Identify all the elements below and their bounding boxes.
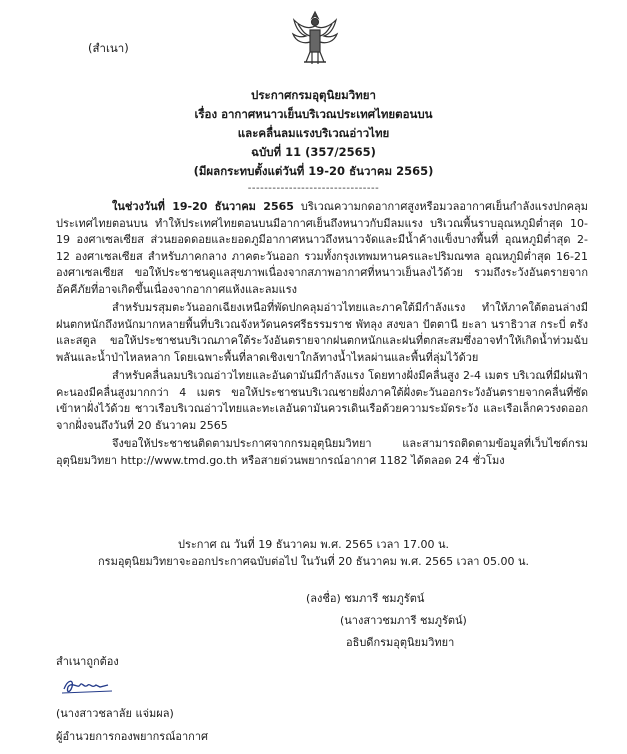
certifier-position: ผู้อำนวยการกองพยากรณ์อากาศ (56, 730, 209, 743)
handwritten-signature-icon (60, 675, 120, 697)
paragraph-lead: ในช่วงวันที่ 19-20 ธันวาคม 2565 (112, 200, 294, 213)
certifier-name: (นางสาวชลาลัย แจ่มผล) (56, 707, 174, 720)
announcement-header (0, 86, 627, 181)
certified-copy-label: สำเนาถูกต้อง (56, 655, 119, 668)
announce-datetime (0, 536, 627, 570)
garuda-emblem-icon (290, 8, 340, 68)
signer-position: อธิบดีกรมอุตุนิยมวิทยา (346, 636, 455, 649)
signed-by: (ลงชื่อ) ชมภารี ชมภูรัตน์ (306, 592, 425, 605)
subject-line-1: เรื่อง อากาศหนาวเย็นบริเวณประเทศไทยตอนบน (194, 107, 433, 121)
paragraph-cold-weather (56, 199, 588, 298)
announcement-title: ประกาศกรมอุตุนิยมวิทยา (251, 88, 376, 102)
subject-line-2: และคลื่นลมแรงบริเวณอ่าวไทย (237, 126, 390, 140)
paragraph-waves: สำหรับคลื่นลมบริเวณอ่าวไทยและอันดามันมีกำลังแรง โดยทางฝั่งมีคลื่นสูง 2-4 เมตร บริเวณที่มีฝนฟ้าคะนองมีคลื่นสูงมากกว่า 4 เมตร ขอให้ประชาชนบริเวณชายฝั่งภาคใต้ฝั่งตะวันออกระวังอันตรายจากคลื่นที่ซัดเข้าหาฝั่งไว้ด้วย ชาวเรือบริเวณอ่าวไทยและทะเลอันดามันควรเดินเรือด้วยความระมัดระวัง และเรือเล็กควรงดออกจากฝั่งจนถึงวันที่ 20 ธันวาคม 2565 (56, 369, 588, 432)
paragraph-monsoon: สำหรับมรสุมตะวันออกเฉียงเหนือที่พัดปกคลุมอ่าวไทยและภาคใต้มีกำลังแรง ทำให้ภาคใต้ตอนล่างมีฝนตกหนักถึงหนักมากหลายพื้นที่บริเวณจังหวัดนครศรีธรรมราช พัทลุง สงขลา ปัตตานี ยะลา นราธิวาส กระบี่ ตรัง และสตูล ขอให้ประชาชนบริเวณภาคใต้ระวังอันตรายจากฝนตกหนักและฝนที่ตกสะสมซึ่งอาจทำให้เกิดน้ำท่วมฉับพลันและน้ำป่าไหลหลาก โดยเฉพาะพื้นที่ลาดเชิงเขาใกล้ทางน้ำไหลผ่านและพื้นที่ลุ่มไว้ด้วย (56, 301, 588, 364)
announce-date-line: ประกาศ ณ วันที่ 19 ธันวาคม พ.ศ. 2565 เวลา 17.00 น. (177, 538, 449, 551)
effective-date: (มีผลกระทบตั้งแต่วันที่ 19-20 ธันวาคม 2565) (193, 164, 434, 178)
announcement-body (56, 199, 588, 471)
copy-mark: (สำเนา) (88, 41, 129, 55)
paragraph-text: บริเวณความกดอากาศสูงหรือมวลอากาศเย็นกำลังแรงปกคลุมประเทศไทยตอนบน ทำให้ประเทศไทยตอนบนมีอากาศเย็นถึงหนาวกับมีลมแรง บริเวณพื้นราบอุณหภูมิต่ำสุด 10-19 องศาเซลเซียส ส่วนยอดดอยและยอดภูมีอากาศหนาวถึงหนาวจัดและมีน้ำค้างแข็งบางพื้นที่ อุณหภูมิต่ำสุด 2-12 องศาเซลเซียส สำหรับภาคกลาง ภาคตะวันออก รวมทั้งกรุงเทพมหานครและปริมณฑล อุณหภูมิต่ำสุด 16-21 องศาเซลเซียส ขอให้ประชาชนดูแลสุขภาพเนื่องจากสภาพอากาศที่หนาวเย็นลงไว้ด้วย รวมถึงระวังอันตรายจากอัคคีภัยที่อาจเกิดขึ้นเนื่องจากอากาศแห้งและลมแรง (56, 200, 588, 296)
issue-number: ฉบับที่ 11 (357/2565) (251, 145, 376, 159)
next-issue-line: กรมอุตุนิยมวิทยาจะออกประกาศฉบับต่อไป ในวันที่ 20 ธันวาคม พ.ศ. 2565 เวลา 05.00 น. (98, 555, 529, 568)
paragraph-follow-updates: จึงขอให้ประชาชนติดตามประกาศจากกรมอุตุนิยมวิทยา และสามารถติดตามข้อมูลที่เว็บไซต์กรมอุตุนิยมวิทยา http://www.tmd.go.th หรือสายด่วนพยากรณ์อากาศ 1182 ได้ตลอด 24 ชั่วโมง (56, 437, 588, 467)
separator-line: -------------------------------- (247, 183, 380, 194)
signer-name: (นางสาวชมภารี ชมภูรัตน์) (340, 614, 467, 627)
